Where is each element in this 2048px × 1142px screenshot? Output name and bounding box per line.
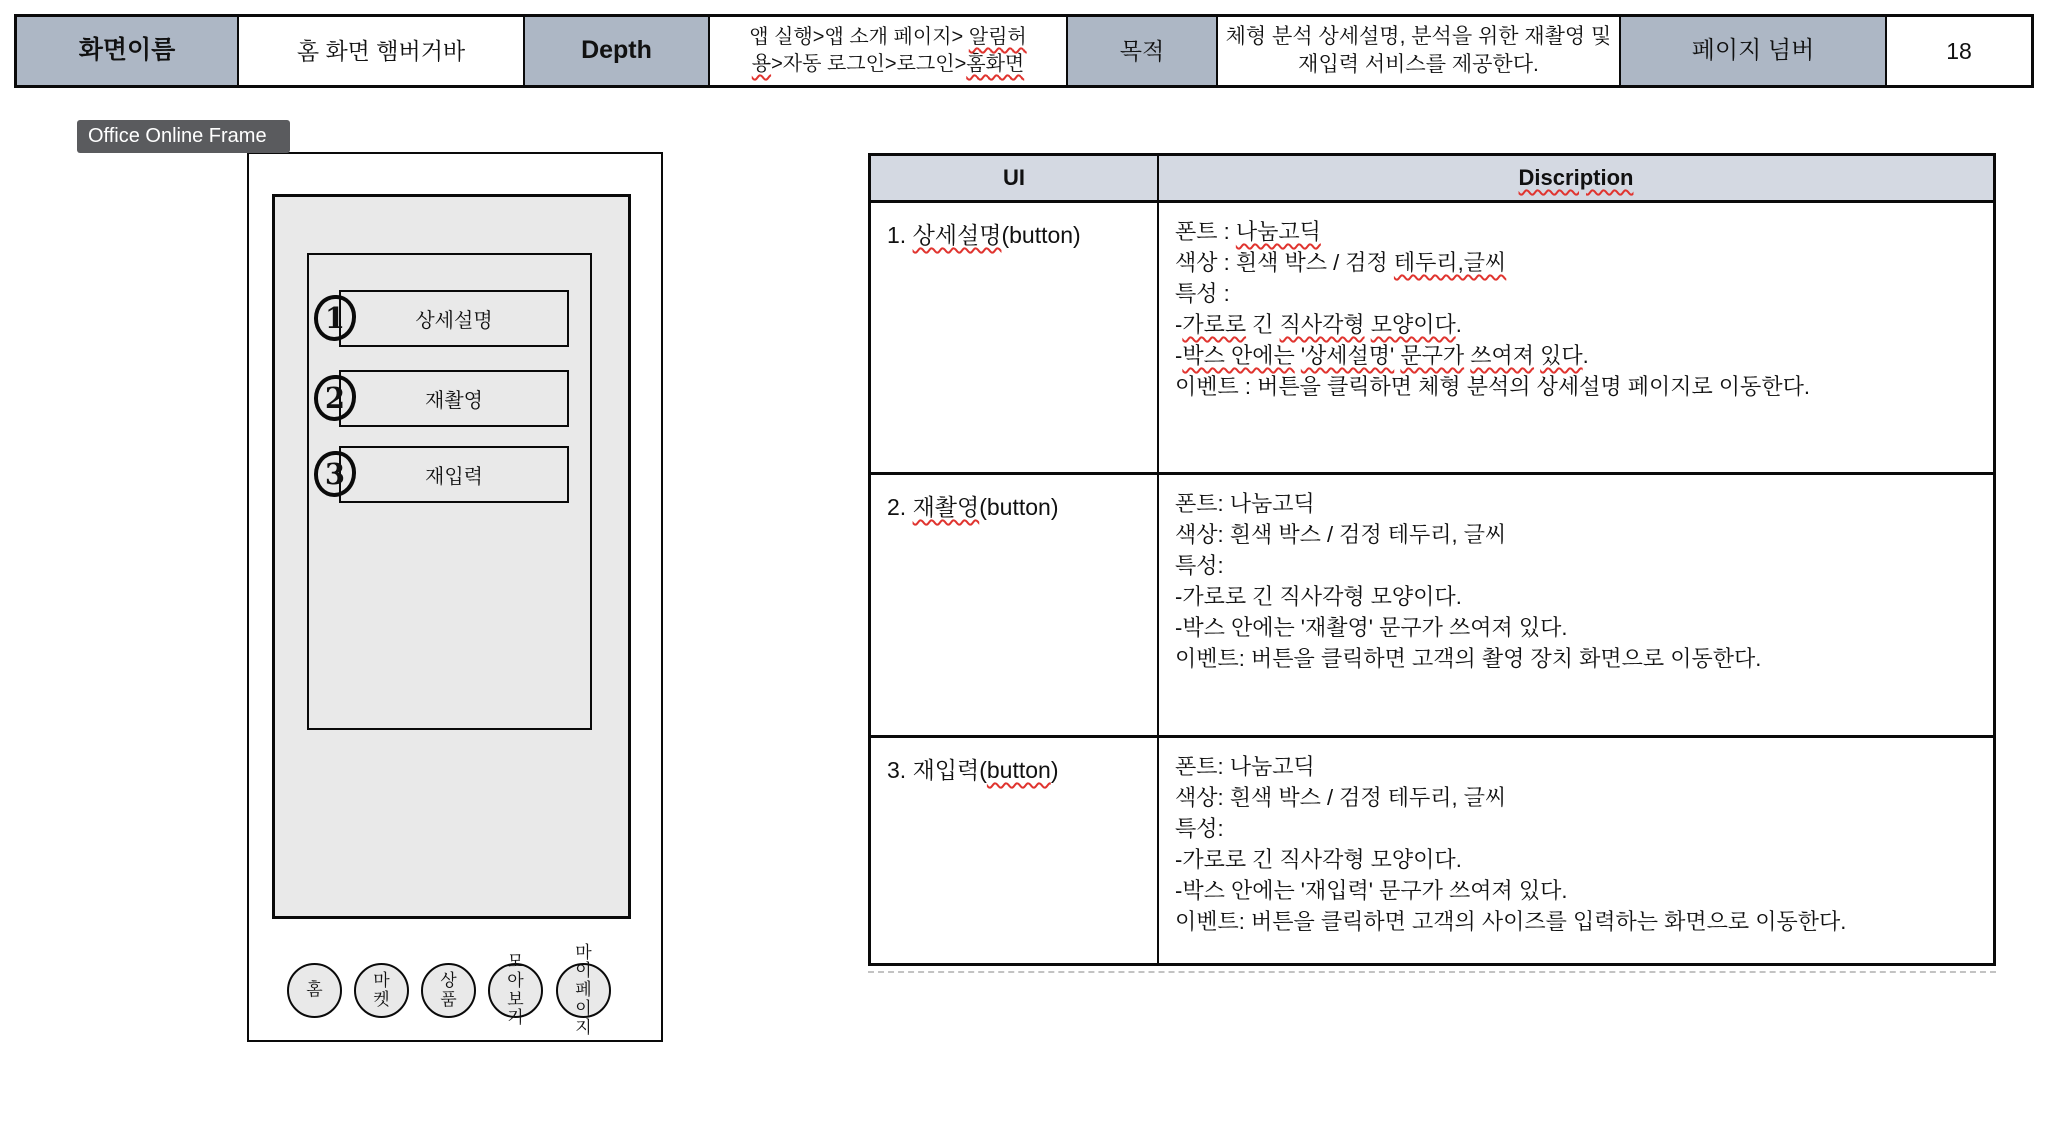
reshoot-button[interactable]: 재촬영 bbox=[339, 370, 569, 427]
spec-line: -가로로 긴 직사각형 모양이다. bbox=[1175, 584, 1462, 609]
spec-col-header-description: Discription bbox=[1518, 165, 1634, 190]
nav-mypage-button[interactable] bbox=[556, 942, 611, 1037]
spec-row-detail-description bbox=[871, 203, 1993, 475]
purpose-value-line1: 체형 분석 상세설명, 분석을 위한 재촬영 및 bbox=[1225, 24, 1612, 48]
purpose-value-line2: 재입력 서비스를 제공한다. bbox=[1298, 53, 1539, 76]
spec-line: 이벤트 : 버튼을 클릭하면 체형 분석의 상세설명 페이지로 이동한다. bbox=[1175, 374, 1810, 399]
nav-market-button[interactable] bbox=[354, 963, 409, 1018]
spec-col-header-ui: UI bbox=[871, 156, 1159, 200]
spec-line: -박스 안에는 '상세설명' 문구가 쓰여져 있다. bbox=[1175, 343, 1589, 368]
spec-table-header-row bbox=[871, 156, 1993, 203]
depth-value-line2: 용>자동 로그인>로그인>홈화면 bbox=[751, 53, 1025, 75]
spec-line: 색상 : 흰색 박스 / 검정 테두리,글씨 bbox=[1175, 250, 1507, 275]
spec-row-reshoot bbox=[871, 475, 1993, 738]
spec-line: 이벤트: 버튼을 클릭하면 고객의 촬영 장치 화면으로 이동한다. bbox=[1175, 646, 1762, 671]
page-number-label-cell bbox=[1621, 17, 1887, 85]
spec-line: 색상: 흰색 박스 / 검정 테두리, 글씨 bbox=[1175, 785, 1507, 810]
nav-product-label: 상품 bbox=[440, 970, 457, 1009]
nav-home-button[interactable] bbox=[287, 963, 342, 1018]
depth-label-cell bbox=[525, 17, 710, 85]
screen-name-label: 화면이름 bbox=[78, 36, 176, 65]
purpose-label: 목적 bbox=[1119, 37, 1165, 64]
callout-number-3: 3 bbox=[314, 451, 356, 497]
office-online-frame-tooltip: Office Online Frame bbox=[77, 120, 290, 153]
callout-number-2: 2 bbox=[314, 375, 356, 421]
nav-collection-label: 모아보기 bbox=[507, 952, 524, 1028]
page-number-label: 페이지 넘버 bbox=[1691, 37, 1815, 64]
spec-row1-description bbox=[1159, 203, 1993, 472]
spec-line: 특성: bbox=[1175, 553, 1224, 578]
nav-home-label: 홈 bbox=[306, 980, 323, 1000]
page-break-dashed-line bbox=[868, 971, 1996, 973]
screen-name-value-cell bbox=[239, 17, 525, 85]
nav-market-label: 마켓 bbox=[373, 970, 390, 1009]
ui-spec-table bbox=[868, 153, 1996, 966]
nav-mypage-label: 마이페이지 bbox=[575, 942, 592, 1037]
spec-line: -박스 안에는 '재입력' 문구가 쓰여져 있다. bbox=[1175, 878, 1568, 903]
depth-value-line1: 앱 실행>앱 소개 페이지> 알림허 bbox=[749, 26, 1027, 48]
spec-row1-ui-label: 1. 상세설명(button) bbox=[871, 203, 1159, 472]
spec-row3-description bbox=[1159, 738, 1993, 963]
spec-row-reenter bbox=[871, 738, 1993, 963]
spec-line: -가로로 긴 직사각형 모양이다. bbox=[1175, 312, 1462, 337]
spec-line: 이벤트: 버튼을 클릭하면 고객의 사이즈를 입력하는 화면으로 이동한다. bbox=[1175, 909, 1847, 934]
top-header-table bbox=[14, 14, 2034, 88]
spec-line: 폰트 : 나눔고딕 bbox=[1175, 219, 1321, 244]
spec-row2-description bbox=[1159, 475, 1993, 735]
nav-collection-button[interactable] bbox=[488, 952, 543, 1028]
screen-name-label-cell bbox=[17, 17, 239, 85]
depth-value-cell bbox=[710, 17, 1068, 85]
spec-line: 폰트: 나눔고딕 bbox=[1175, 491, 1315, 516]
spec-line: 특성: bbox=[1175, 816, 1224, 841]
reenter-button[interactable]: 재입력 bbox=[339, 446, 569, 503]
nav-product-button[interactable] bbox=[421, 963, 476, 1018]
page-number-value: 18 bbox=[1946, 37, 1972, 64]
screen-name-value: 홈 화면 햄버거바 bbox=[296, 37, 466, 64]
spec-line: 특성 : bbox=[1175, 281, 1230, 306]
callout-number-1: 1 bbox=[314, 295, 356, 341]
depth-label: Depth bbox=[581, 36, 652, 65]
spec-line: -가로로 긴 직사각형 모양이다. bbox=[1175, 847, 1462, 872]
spec-row2-ui-label: 2. 재촬영(button) bbox=[871, 475, 1159, 735]
spec-line: 색상: 흰색 박스 / 검정 테두리, 글씨 bbox=[1175, 522, 1507, 547]
spec-line: 폰트: 나눔고딕 bbox=[1175, 754, 1315, 779]
purpose-label-cell bbox=[1068, 17, 1218, 85]
purpose-value-cell bbox=[1218, 17, 1621, 85]
detail-description-button[interactable]: 상세설명 bbox=[339, 290, 569, 347]
spec-row3-ui-label: 3. 재입력(button) bbox=[871, 738, 1159, 963]
spec-line: -박스 안에는 '재촬영' 문구가 쓰여져 있다. bbox=[1175, 615, 1568, 640]
page-number-value-cell bbox=[1887, 17, 2031, 85]
